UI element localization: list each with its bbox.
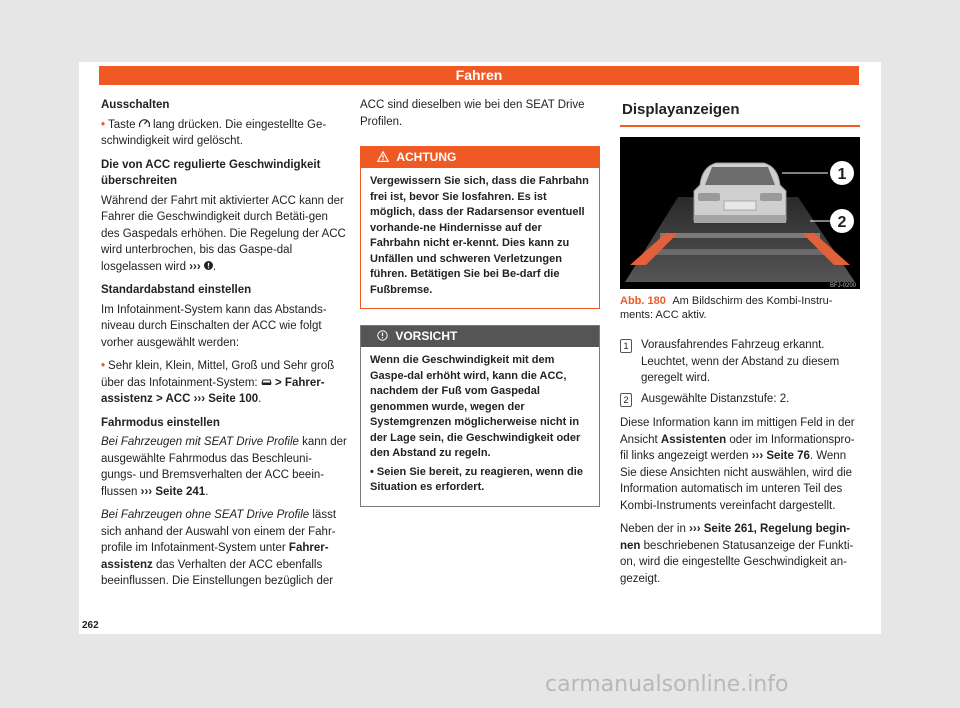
warning-box: [360, 146, 600, 309]
page-number: 262: [82, 620, 99, 631]
link-seite-241[interactable]: ››› Seite 241: [140, 485, 206, 498]
bullet-icon: •: [101, 360, 106, 372]
link-seite-261[interactable]: ››› Seite 261, Regelung begin-nen: [620, 523, 851, 552]
link-seite-100[interactable]: ››› Seite 100: [193, 393, 259, 405]
paragraph-distanzstufen: • Sehr klein, Klein, Mittel, Groß und Sehr groß über das Infotainment-System: > Fahrer-assistenz > ACC ››› Seite 100.: [101, 360, 335, 405]
chapter-header: Fahren: [99, 66, 859, 85]
paragraph-ohne-drive-profile: Bei Fahrzeugen ohne SEAT Drive Profile lässt sich anhand der Auswahl von einem der Fahr-profile im Infotainment-System unter Fahrer-assistenz das Verhalten der ACC ebenfalls beeinflussen. Die Einstellungen bezüglich der: [101, 509, 337, 587]
link-seite-76[interactable]: ››› Seite 76: [751, 450, 810, 462]
callout-1-label: 1: [837, 166, 847, 183]
bullet-icon: •: [101, 118, 106, 131]
item-number: 1: [620, 339, 632, 353]
heading-fahrmodus: Fahrmodus einstellen: [101, 416, 220, 429]
car-icon: [694, 163, 786, 223]
reference-arrow[interactable]: ›››: [189, 260, 201, 273]
warning-header: ACHTUNG: [361, 147, 599, 168]
list-item: 1 Vorausfahrendes Fahrzeug erkannt. Leuchtet, wenn der Abstand zu diesem geregelt wird.: [620, 337, 860, 387]
section-title: Displayanzeigen: [620, 97, 860, 127]
paragraph-continued: ACC sind dieselben wie bei den SEAT Drive Profilen.: [360, 99, 585, 128]
caution-box: [360, 325, 600, 507]
info-circle-icon: [377, 329, 388, 343]
paragraph-ueberschreiten: Während der Fahrt mit aktivierter ACC kann der Fahrer die Geschwindigkeit durch Betäti-gen des Gaspedals erhöhen. Die Regelung der ACC wird unterbrochen, bis das Gaspe-dal losgelassen wird ››› .: [101, 194, 346, 273]
warning-body: Vergewissern Sie sich, dass die Fahrbahn frei ist, bevor Sie losfahren. Es ist möglich, dass der Radarsensor eventuell vorhande-ne Hindernisse auf der Fahrbahn nicht er-kennt. Dies kann zu Unfällen und schweren Verletzungen führen. Betätigen Sie bei Be-darf die Fußbremse.: [370, 175, 589, 296]
warning-triangle-icon: [377, 150, 389, 164]
callout-2-label: 2: [837, 214, 847, 231]
figure-acc-display: [620, 137, 860, 289]
acc-display-illustration: [620, 137, 860, 289]
figure-caption: Abb. 180 Am Bildschirm des Kombi-Instru-ments: ACC aktiv.: [620, 295, 833, 321]
figure-code: BFJ-0200: [829, 283, 856, 289]
heading-ueberschreiten: Die von ACC regulierte Geschwindigkeit überschreiten: [101, 158, 321, 187]
warning-circle-icon: [204, 261, 213, 273]
heading-standardabstand: Standardabstand einstellen: [101, 284, 252, 296]
paragraph-ausschalten: • Taste lang drücken. Die eingestellte Ge-schwindigkeit wird gelöscht.: [101, 118, 327, 147]
paragraph-statusanzeige: Neben der in ››› Seite 261, Regelung begin-nen beschriebenen Statusanzeige der Funkti-on, wird die eingestellte Geschwindigkeit an-gezeigt.: [620, 523, 854, 585]
caution-header: VORSICHT: [361, 326, 599, 347]
column-left: [101, 97, 347, 597]
caution-body: Wenn die Geschwindigkeit mit dem Gaspe-dal erhöht wird, kann die ACC, nachdem der Fuß vom Gaspedal genommen wurde, wegen der Systemgrenzen möglicherweise nicht in der Lage sein, die Geschwindigkeit oder den Abstand zu regeln. • Seien Sie bereit, zu reagieren, wenn die Situation es erfordert.: [361, 347, 599, 506]
paragraph-information: Diese Information kann im mittigen Feld in der Ansicht Assistenten oder im Informationspro-fil links angezeigt werden ››› Seite 76. Wenn Sie diese Ansichten nicht auswählen, wird die Information automatisch im unteren Teil des Kombi-Instruments vereinfacht dargestellt.: [620, 417, 855, 512]
heading-ausschalten: Ausschalten: [101, 99, 170, 111]
acc-button-icon: [139, 119, 153, 131]
car-menu-icon: [261, 377, 272, 389]
item-number: 2: [620, 393, 632, 407]
column-middle: [360, 97, 600, 521]
paragraph-standardabstand: Im Infotainment-System kann das Abstands-niveau durch Einschalten der ACC wie folgt vorher ausgewählt werden:: [101, 303, 327, 349]
bullet-icon: •: [370, 465, 377, 478]
column-right: [620, 97, 860, 594]
list-item: 2 Ausgewählte Distanzstufe: 2.: [620, 391, 860, 408]
watermark: carmanualsonline.info: [545, 672, 789, 697]
paragraph-drive-profile: Bei Fahrzeugen mit SEAT Drive Profile kann der ausgewählte Fahrmodus das Beschleuni-gungs- und Bremsverhalten der ACC beein-flussen ››› Seite 241.: [101, 436, 347, 498]
caution-bullet-item: • Seien Sie bereit, zu reagieren, wenn die Situation es erfordert.: [370, 465, 583, 493]
